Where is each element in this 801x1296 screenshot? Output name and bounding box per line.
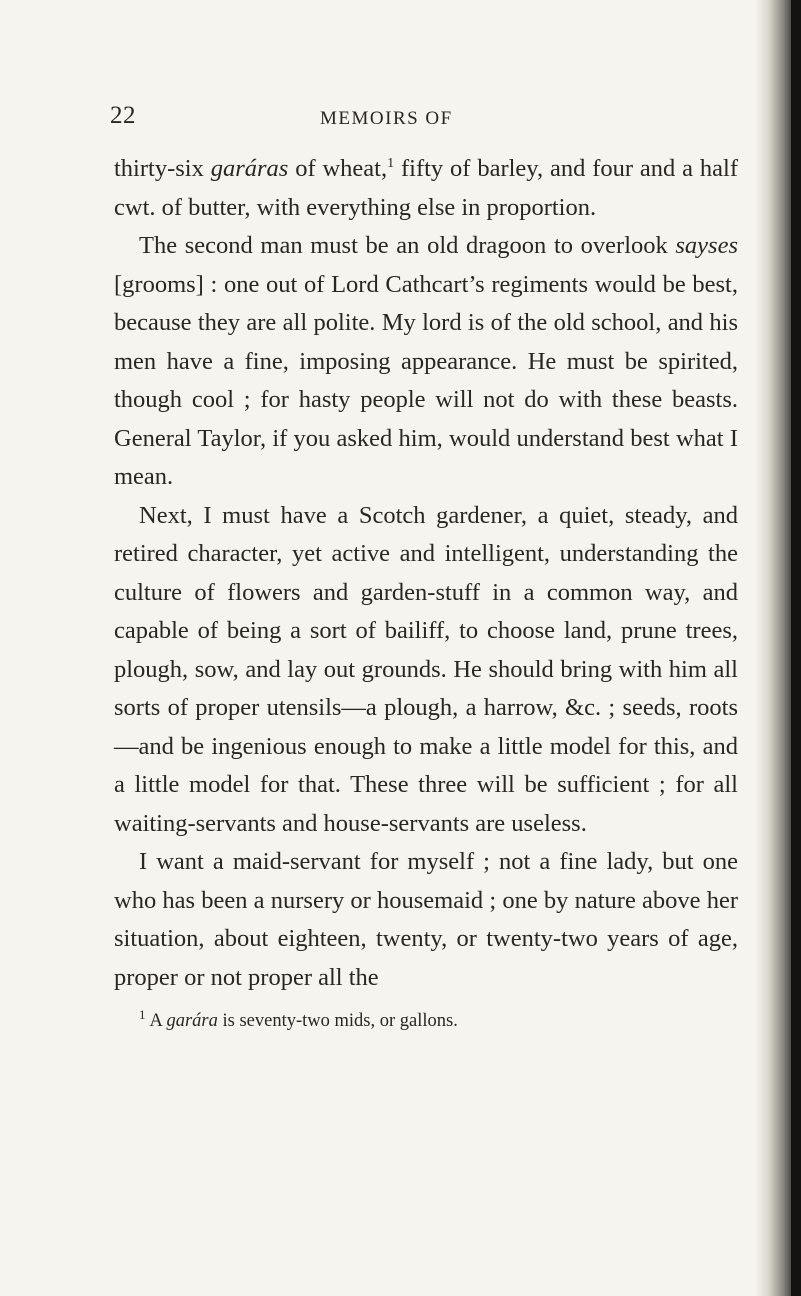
text-run: is seventy-two mids, or gallons.: [217, 1011, 458, 1032]
italic-text: garára: [166, 1011, 218, 1032]
paragraph: [114, 227, 738, 497]
page-number: 22: [110, 102, 136, 129]
binding-edge: [791, 0, 801, 1296]
text-run: The second man must be an old dragoon to overlook: [139, 232, 676, 259]
paragraph: [114, 497, 738, 844]
text-run: I want a maid-servant for myself ; not a fine lady, but one who has been a nursery or housemaid ; one by nature above her situation, about eighteen, twenty, or twenty-two years of age, proper or not proper all the: [114, 848, 738, 991]
text-run: thirty-six: [114, 155, 211, 182]
text-run: of wheat,: [288, 155, 388, 182]
footnote-reference: 1: [387, 155, 395, 171]
italic-text: sayses: [675, 232, 738, 259]
running-head: MEMOIRS OF: [320, 108, 453, 129]
text-run: Next, I must have a Scotch gardener, a quiet, steady, and retired character, yet active and intelligent, understanding the culture of flowers and garden-stuff in a common way, and capable of being a sort of bailiff, to choose land, prune trees, plough, sow, and lay out grounds. He should bring with him all sorts of proper utensils—a plough, a harrow, &c. ; seeds, roots—and be ingenious enough to make a little model for this, and a little model for that. These three will be sufficient ; for all waiting-servants and house-servants are useless.: [114, 501, 738, 837]
footnote-mark: 1: [139, 1007, 146, 1022]
italic-text: garáras: [210, 155, 289, 182]
text-run: fifty of barley, and four and a half cwt. of butter, with everything else in proportion.: [114, 155, 738, 221]
text-run: [grooms] : one out of Lord Cathcart’s regiments would be best, because they are all polite. My lord is of the old school, and his men have a fine, imposing appearance. He must be spirited, though cool ; for hasty people will not do with these beasts. General Taylor, if you asked him, would understand best what I mean.: [114, 270, 738, 490]
body-text: [114, 150, 738, 997]
paragraph: [114, 150, 738, 227]
footnote: [139, 1003, 739, 1033]
paragraph: [114, 843, 738, 997]
text-run: A: [149, 1011, 167, 1032]
page-header: [0, 100, 801, 140]
